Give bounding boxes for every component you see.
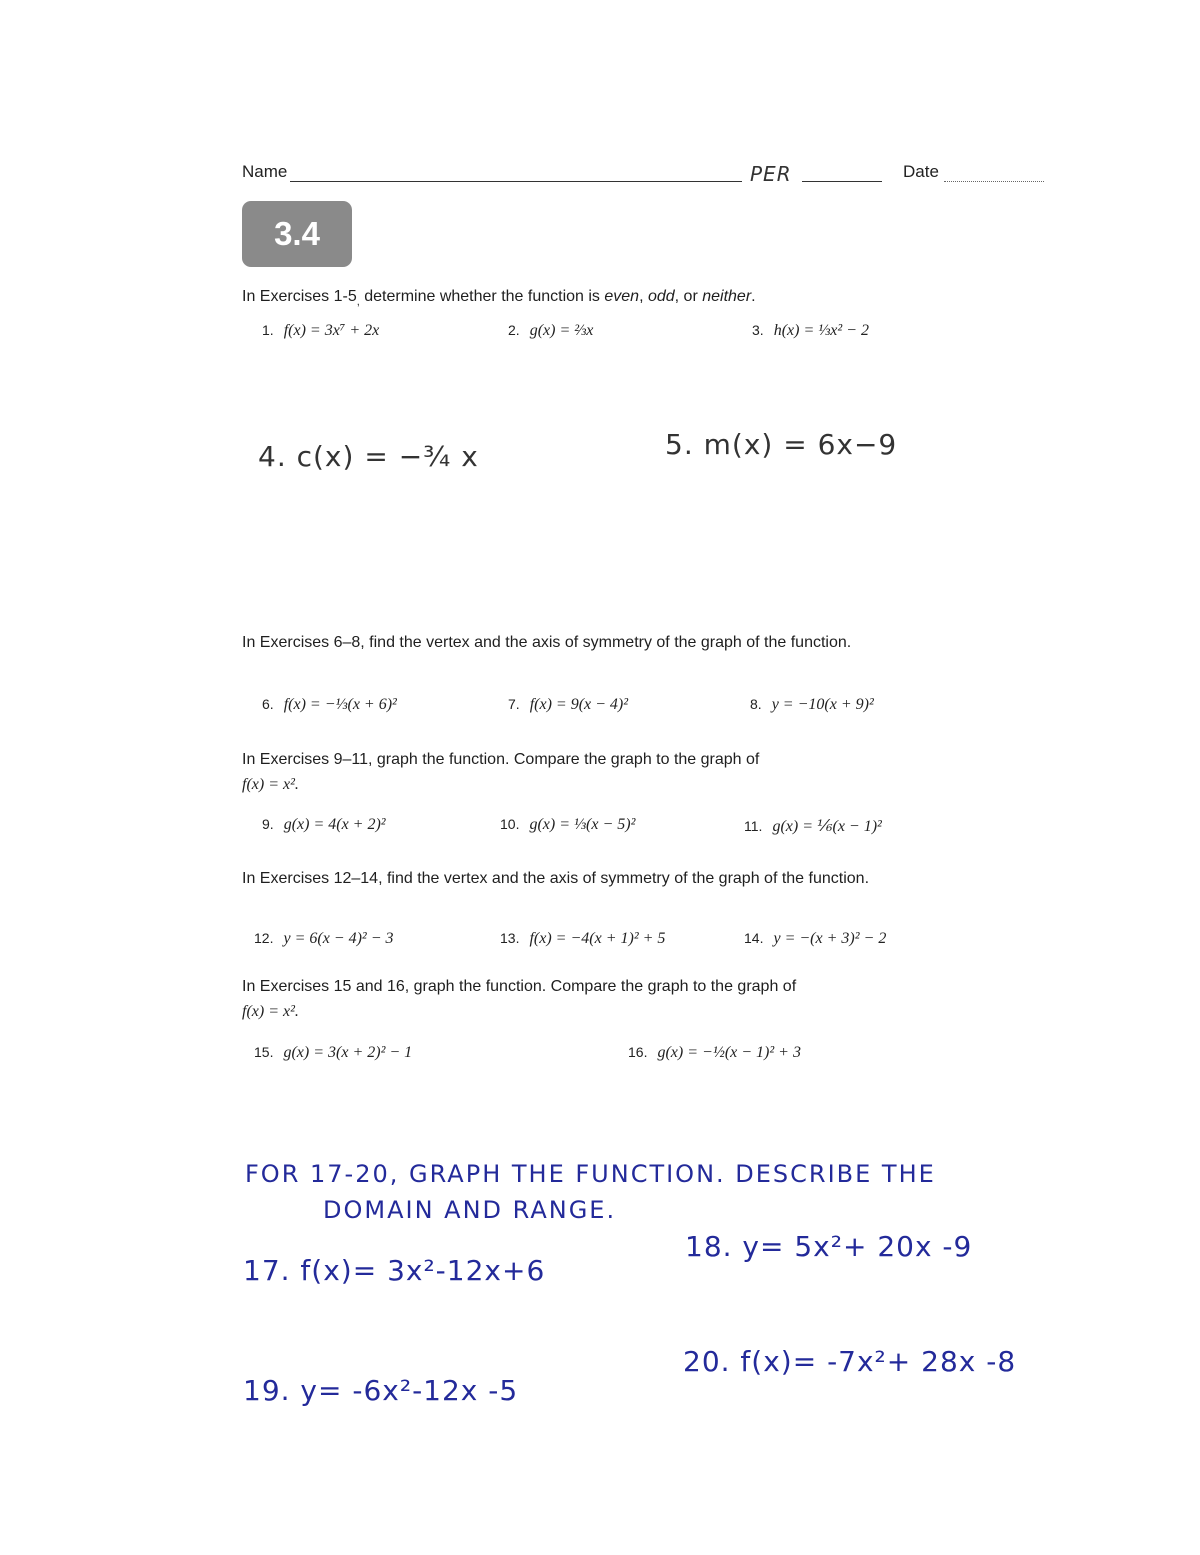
instructions-9-11 (242, 747, 882, 797)
exercise-expression: g(x) = 3(x + 2)² − 1 (283, 1044, 413, 1061)
exercise-number: 14. (744, 930, 764, 946)
instructions-6-8: In Exercises 6–8, find the vertex and the axis of symmetry of the graph of the function. (242, 634, 852, 651)
handwritten-exercise-4: 4. c(x) = −¾ x (258, 440, 479, 473)
exercise-number: 10. (500, 816, 520, 832)
exercise-1 (262, 322, 379, 340)
handwritten-exercise-19: 19. y= -6x²-12x -5 (243, 1374, 519, 1407)
exercise-expression: g(x) = 4(x + 2)² (283, 816, 386, 833)
exercise-expression: y = −10(x + 9)² (771, 696, 874, 713)
handwritten-exercise-18: 18. y= 5x²+ 20x -9 (685, 1230, 973, 1263)
section-number: 3.4 (274, 215, 320, 252)
name-label: Name (242, 162, 288, 181)
exercise-8 (750, 696, 874, 714)
date-blank[interactable] (944, 181, 1044, 182)
exercise-13 (500, 930, 665, 948)
exercise-number: 7. (508, 696, 520, 712)
instructions-line: In Exercises 9–11, graph the function. Compare the graph to the graph of (242, 751, 760, 768)
exercise-number: 16. (628, 1044, 648, 1060)
exercise-15 (254, 1044, 412, 1062)
instructions-15-16 (242, 974, 902, 1024)
exercise-11 (744, 816, 882, 836)
instructions-12-14: In Exercises 12–14, find the vertex and the axis of symmetry of the graph of the function. (242, 870, 870, 887)
per-label: PER (750, 162, 792, 186)
exercise-16 (628, 1044, 801, 1062)
exercise-number: 8. (750, 696, 762, 712)
instructions-line: In Exercises 15 and 16, graph the function. Compare the graph to the graph of (242, 978, 797, 995)
exercise-expression: y = −(x + 3)² − 2 (773, 930, 887, 947)
instructions-line: f(x) = x². (242, 776, 299, 793)
exercise-expression: g(x) = ⅔x (529, 322, 594, 339)
exercise-12 (254, 930, 394, 948)
exercise-expression: f(x) = −4(x + 1)² + 5 (529, 930, 666, 947)
exercise-7 (508, 696, 628, 714)
exercise-expression: y = 6(x − 4)² − 3 (283, 930, 394, 947)
exercise-14 (744, 930, 886, 948)
exercise-6 (262, 696, 397, 714)
exercise-expression: f(x) = 9(x − 4)² (529, 696, 629, 713)
exercise-9 (262, 816, 386, 834)
handwritten-instruction-line1: FOR 17-20, GRAPH THE FUNCTION. DESCRIBE THE (245, 1160, 936, 1188)
exercise-expression: h(x) = ⅓x² − 2 (773, 322, 869, 339)
exercise-3 (752, 322, 869, 340)
exercise-number: 12. (254, 930, 274, 946)
name-blank[interactable] (290, 181, 742, 182)
exercise-number: 11. (744, 818, 763, 834)
exercise-number: 6. (262, 696, 274, 712)
per-blank[interactable] (802, 181, 882, 182)
exercise-number: 2. (508, 322, 520, 338)
exercise-expression: f(x) = 3x⁷ + 2x (283, 322, 380, 339)
exercise-number: 15. (254, 1044, 274, 1060)
instructions-line: f(x) = x². (242, 1003, 299, 1020)
exercise-number: 9. (262, 816, 274, 832)
exercise-expression: f(x) = −⅓(x + 6)² (283, 696, 397, 713)
exercise-number: 1. (262, 322, 274, 338)
handwritten-exercise-17: 17. f(x)= 3x²-12x+6 (243, 1254, 546, 1287)
exercise-2 (508, 322, 593, 340)
exercise-expression: g(x) = −½(x − 1)² + 3 (657, 1044, 801, 1061)
handwritten-exercise-20: 20. f(x)= -7x²+ 28x -8 (683, 1345, 1017, 1378)
handwritten-instruction-line2: DOMAIN AND RANGE. (323, 1196, 617, 1224)
handwritten-exercise-5: 5. m(x) = 6x−9 (665, 428, 898, 461)
exercise-10 (500, 816, 635, 834)
section-badge (242, 201, 352, 267)
exercise-number: 13. (500, 930, 520, 946)
instructions-1-5: In Exercises $1-5_,$ determine whether the function is even, odd, or neither. (242, 288, 756, 309)
exercise-expression: g(x) = ⅓(x − 5)² (529, 816, 636, 833)
exercise-number: 3. (752, 322, 764, 338)
exercise-expression: g(x) = ⅙(x − 1)² (772, 818, 882, 835)
date-label: Date (903, 162, 939, 181)
